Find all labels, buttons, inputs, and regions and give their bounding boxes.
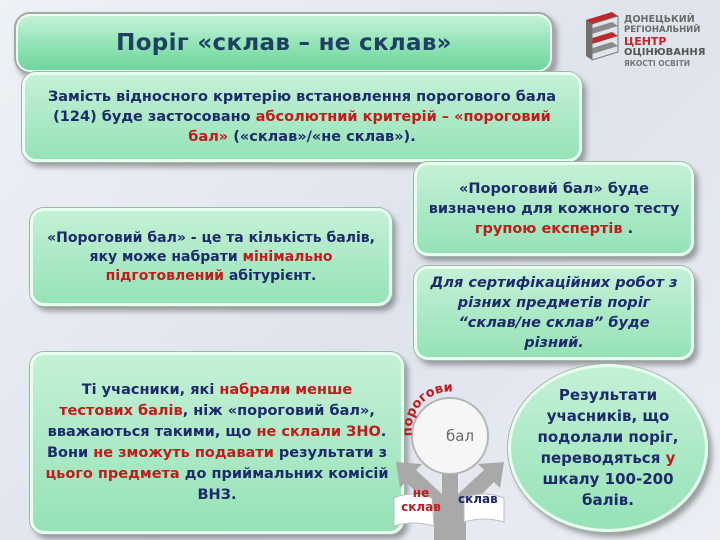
failed-participants-box <box>30 352 404 534</box>
absolute-criterion-box <box>22 72 582 162</box>
expert-group-text: «Пороговий бал» буде визначено для кожного тесту групою експертів . <box>428 181 680 237</box>
regional-center-logo <box>582 4 716 70</box>
threshold-fork-diagram <box>372 374 522 540</box>
passed-participants-oval <box>508 364 708 532</box>
logo-line-3: ЦЕНТР <box>624 35 667 48</box>
slide-title: Поріг «склав – не склав» <box>116 30 452 56</box>
expert-group-box <box>414 162 694 256</box>
logo-text <box>624 14 705 69</box>
absolute-criterion-text: Замість відносного критерію встановлення порогового бала (124) буде застосовано абсолютний критерій – «пороговий бал» («склав»/«не склав»). <box>47 89 557 145</box>
threshold-definition-box <box>30 208 392 306</box>
different-threshold-box <box>414 266 694 360</box>
logo-line-5: ЯКОСТІ ОСВІТИ <box>624 59 691 68</box>
fail-label: не склав <box>401 486 441 514</box>
failed-participants-text: Ті учасники, які набрали менше тестових балів, ніж «пороговий бал», вважаються такими, що не склали ЗНО. Вони не зможуть подавати результати з цього предмета до приймальних комісій ВНЗ. <box>45 382 389 503</box>
slide-title-bar <box>14 12 554 74</box>
logo-line-1: ДОНЕЦЬКИЙ <box>624 14 695 25</box>
books-logo-icon <box>582 8 622 66</box>
logo-line-4: ОЦІНЮВАННЯ <box>624 47 706 58</box>
logo-line-2: РЕГІОНАЛЬНИЙ <box>624 25 701 35</box>
bal-label: бал <box>446 427 475 445</box>
threshold-definition-text: «Пороговий бал» - це та кількість балів, яку може набрати мінімально підготовлений абітурієнт. <box>47 229 375 284</box>
passed-participants-text: Результати учасників, що подолали поріг, переводяться у шкалу 100-200 балів. <box>537 386 679 509</box>
different-threshold-text: Для сертифікаційних робот з різних предметів поріг “склав/не склав” буде різний. <box>430 275 678 351</box>
pass-label: склав <box>458 492 498 506</box>
threshold-arc-label: порогови <box>400 380 454 437</box>
